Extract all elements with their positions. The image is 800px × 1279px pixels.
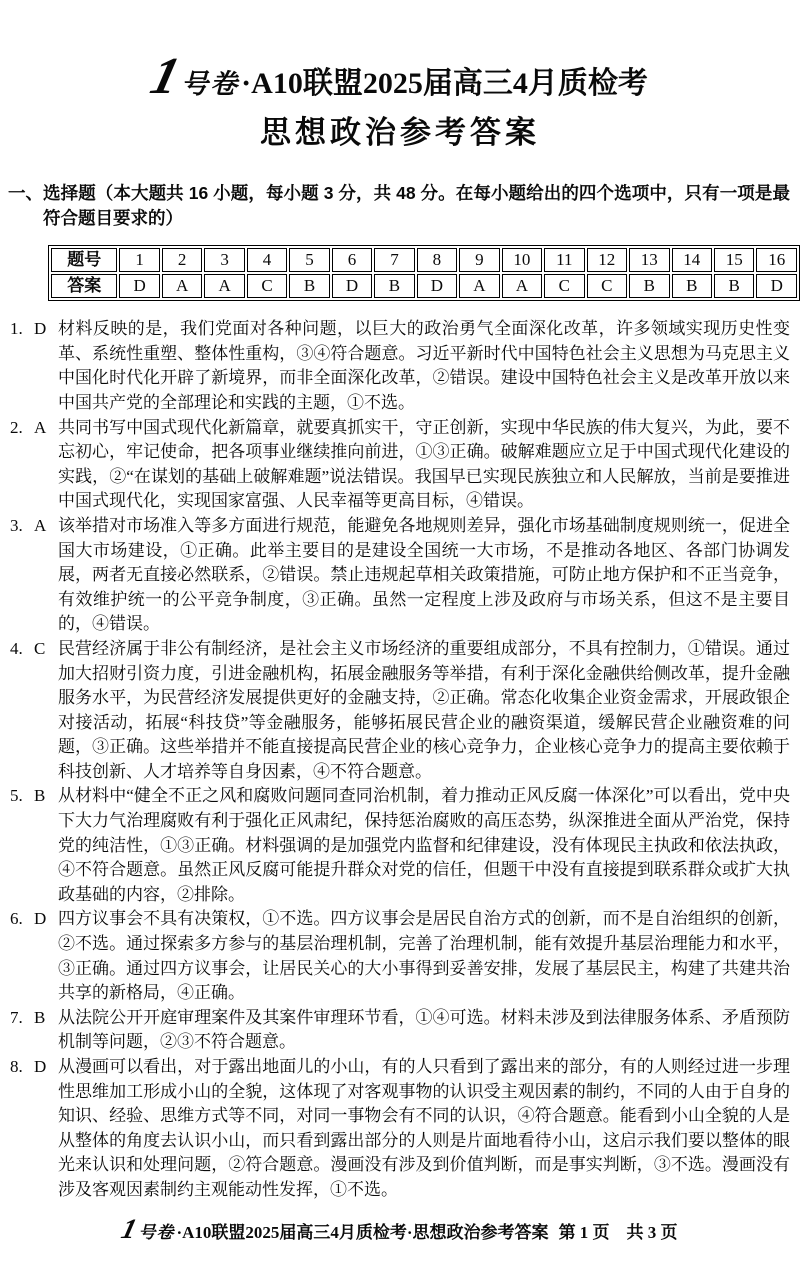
table-cell: A [502,274,542,298]
answer-letter: D [34,319,47,339]
explanation-item-5 [10,784,790,907]
answer-letter: D [34,1057,47,1076]
table-cell: B [629,274,669,298]
question-number: 7. [10,1007,23,1027]
explanation-item-3 [10,514,790,637]
table-cell: 2 [162,248,202,272]
question-number: 2. [10,417,23,437]
table-row-question-numbers [51,248,797,272]
table-cell: A [162,274,202,298]
table-cell: C [544,274,584,298]
explanation-item-4 [10,637,790,785]
footer-brand-logo-numeral: 1 [118,1214,141,1245]
question-number: 5. [10,786,23,806]
table-cell: 10 [502,248,542,272]
subject-subtitle: 思想政治参考答案 [260,115,540,150]
table-cell: 5 [289,248,329,272]
question-number: 6. [10,909,23,929]
table-cell: 11 [544,248,584,272]
question-number: 3. [10,515,23,535]
table-cell: C [247,274,287,298]
answer-letter: B [34,1007,46,1027]
explanation-item-6 [10,907,790,1005]
section-heading-text: 选择题（本大题共 16 小题，每小题 3 分，共 48 分。在每小题给出的四个选项中，只有一项是最符合题目要求的） [43,183,790,229]
table-cell: A [204,274,244,298]
answer-letter: B [34,786,46,806]
explanation-text: 材料反映的是，我们党面对各种问题，以巨大的政治勇气全面深化改革，许多领域实现历史性变革、系统性重塑、整体性重构，③④符合题意。习近平新时代中国特色社会主义思想为马克思主义中国化时代化开辟了新境界，而非全面深化改革，②错误。建设中国特色社会主义是改革开放以来中国共产党的全部理论和实践的主题，①不选。 [58,319,790,412]
explanation-text: 从法院公开开庭审理案件及其案件审理环节看，①④可选。材料未涉及到法律服务体系、矛盾预防机制等问题，②③不符合题意。 [58,1007,790,1052]
question-number: 8. [10,1057,23,1076]
table-cell: 8 [417,248,457,272]
explanation-list [10,317,790,1202]
page-footer [0,1214,800,1245]
footer-title-text: ·A10联盟2025届高三4月质检考·思想政治参考答案 [176,1223,549,1242]
table-cell: B [289,274,329,298]
table-cell: 4 [247,248,287,272]
answer-letter: A [34,515,47,535]
table-cell: B [374,274,414,298]
table-cell: 6 [332,248,372,272]
question-number: 4. [10,638,23,658]
table-cell: B [714,274,754,298]
answer-letter: A [34,417,47,437]
row-header-answer: 答案 [51,274,117,298]
explanation-text: 共同书写中国式现代化新篇章，就要真抓实干，守正创新，实现中华民族的伟大复兴，为此，要不忘初心，牢记使命，把各项事业继续推向前进，①③正确。破解难题应立足于中国式现代化建设的实践，②“在谋划的基础上破解难题”说法错误。我国早已实现民族独立和人民解放，当前是要推进中国式现代化，实现国家富强、人民幸福等更高目标，④错误。 [58,417,790,511]
table-cell: 14 [672,248,712,272]
row-header-question: 题号 [51,248,117,272]
page-number-info: 第 1 页 共 3 页 [558,1223,678,1242]
question-number: 1. [10,319,23,339]
explanation-item-8 [10,1055,790,1203]
footer-brand-logo [118,1214,175,1245]
explanation-text: 民营经济属于非公有制经济，是社会主义市场经济的重要组成部分，不具有控制力，①错误。通过加大招财引资力度，引进金融机构，拓展金融服务等举措，有利于深化金融供给侧改革，提升金融服务水平，为民营经济发展提供更好的金融支持，②正确。常态化收集企业资金需求，开展政银企对接活动，拓展“科技贷”等金融服务，能够拓展民营企业的融资渠道，缓解民营企业融资难的问题，③正确。这些举措并不能直接提高民营企业的核心竞争力，企业核心竞争力的提高主要依赖于科技创新、人才培养等自身因素，④不符合题意。 [58,638,790,781]
explanation-item-2 [10,416,790,514]
section-marker: 一、 [8,183,43,204]
table-row-answers [51,274,797,298]
table-cell: 1 [119,248,159,272]
explanation-text: 四方议事会不具有决策权，①不选。四方议事会是居民自治方式的创新，而不是自治组织的创新，②不选。通过探索多方参与的基层治理机制，完善了治理机制，能有效提升基层治理能力和水平，③正确。通过四方议事会，让居民关心的大小事得到妥善安排，发展了基层民主，构建了共建共治共享的新格局，④正确。 [58,909,790,1003]
footer-brand-logo-script: 号卷 [138,1223,175,1242]
answer-letter: D [34,909,47,929]
table-cell: 9 [459,248,499,272]
table-cell: B [672,274,712,298]
brand-logo-numeral: 1 [145,48,186,105]
explanation-item-7 [10,1006,790,1055]
table-cell: A [459,274,499,298]
table-cell: 3 [204,248,244,272]
table-cell: 15 [714,248,754,272]
answer-key-table [48,245,800,301]
table-cell: 7 [374,248,414,272]
section-heading [8,181,790,231]
document-header [0,48,800,151]
explanation-text: 从材料中“健全不正之风和腐败问题同查同治机制，着力推动正风反腐一体深化”可以看出，党中央下大力气治理腐败有利于强化正风肃纪，保持惩治腐败的高压态势，纵深推进全面从严治党，保持党的纯洁性，①③正确。材料强调的是加强党内监督和纪律建设，没有体现民主执政和依法执政，④不符合题意。虽然正风反腐可能提升群众对党的信任，但题干中没有直接提到联系群众或扩大执政基础的内容，②排除。 [58,786,790,904]
answer-letter: C [34,638,46,658]
table-cell: D [332,274,372,298]
table-cell: D [417,274,457,298]
explanation-text: 从漫画可以看出，对于露出地面儿的小山，有的人只看到了露出来的部分，有的人则经过进一步理性思维加工形成小山的全貌，这体现了对客观事物的认识受主观因素的制约，不同的人由于自身的知识、经验、思维方式等不同，对同一事物会有不同的认识，④符合题意。能看到小山全貌的人是从整体的角度去认识小山，而只看到露出部分的人则是片面地看待小山，这启示我们要以整体的眼光来认识和处理问题，②符合题意。漫画没有涉及到价值判断，而是事实判断，③不选。漫画没有涉及客观因素制约主观能动性发挥，①不选。 [58,1057,790,1199]
table-cell: 12 [587,248,627,272]
explanation-item-1 [10,317,790,415]
brand-logo-script: 号卷 [181,69,240,99]
page-title [0,48,800,105]
table-cell: 13 [629,248,669,272]
exam-title-text: ·A10联盟2025届高三4月质检考 [241,67,648,100]
table-cell: D [119,274,159,298]
brand-logo [145,48,240,105]
explanation-text: 该举措对市场准入等多方面进行规范，能避免各地规则差异，强化市场基础制度规则统一，促进全国大市场建设，①正确。此举主要目的是建设全国统一大市场，不是推动各地区、各部门协调发展，两者无直接必然联系，②错误。禁止违规起草相关政策措施，可防止地方保护和不正当竞争，有效维护统一的公平竞争制度，③正确。虽然一定程度上涉及政府与市场关系，但这不是主要目的，④错误。 [58,515,790,634]
table-cell: C [587,274,627,298]
table-cell: D [756,274,797,298]
table-cell: 16 [756,248,797,272]
